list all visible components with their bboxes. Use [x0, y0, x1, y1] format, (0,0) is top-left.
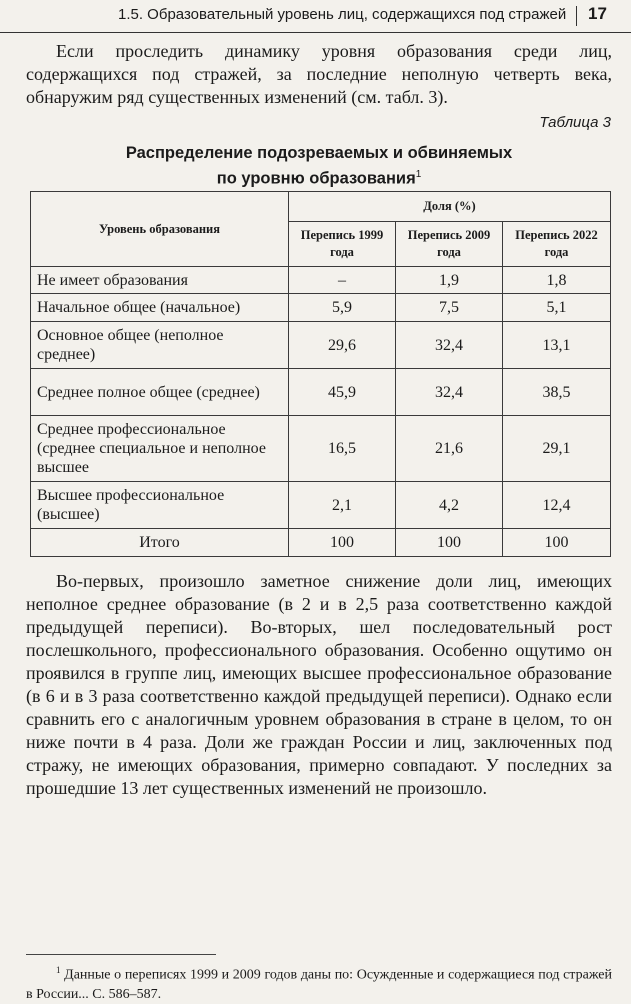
cell-2022: 38,5: [503, 369, 611, 416]
cell-2022: 29,1: [503, 416, 611, 482]
table-row: [31, 267, 611, 294]
table-row: [31, 322, 611, 369]
row-label: Начальное общее (начальное): [31, 294, 289, 322]
cell-2009: 4,2: [396, 482, 503, 529]
table-row: [31, 369, 611, 416]
cell-2009: 32,4: [396, 369, 503, 416]
cell-1999: 100: [289, 529, 396, 557]
footnote-text: Данные о переписях 1999 и 2009 годов даны по: Осужденные и содержащиеся под стражей в России... С. 586–587.: [26, 967, 613, 1002]
running-head-separator: [576, 6, 577, 26]
footnote: [26, 961, 612, 1004]
cell-1999: –: [289, 267, 396, 294]
intro-paragraph: Если проследить динамику уровня образования среди лиц, содержащихся под стражей, за последние неполную четверть века, обнаружим ряд существенных изменений (см. табл. 3).: [26, 41, 612, 107]
row-label: Не имеет образования: [31, 267, 289, 294]
row-label: Среднее полное общее (среднее): [31, 369, 289, 416]
row-label: Основное общее (неполное среднее): [31, 322, 289, 369]
page-number: 17: [588, 4, 607, 23]
cell-2009: 32,4: [396, 322, 503, 369]
header-col-2022: Перепись 2022 года: [503, 222, 611, 267]
header-col-1999: Перепись 1999 года: [289, 222, 396, 267]
table-row: [31, 294, 611, 322]
cell-2009: 100: [396, 529, 503, 557]
row-label-total: Итого: [31, 529, 289, 557]
cell-2009: 1,9: [396, 267, 503, 294]
running-head-title: 1.5. Образовательный уровень лиц, содержащихся под стражей: [118, 6, 567, 23]
cell-2022: 12,4: [503, 482, 611, 529]
cell-2009: 21,6: [396, 416, 503, 482]
table-row: [31, 482, 611, 529]
body-paragraph: Во-первых, произошло заметное снижение доли лиц, имеющих неполное среднее образование (в 2 и в 2,5 раза соответственно каждой предыдущей переписи). Во-вторых, шел последовательный рост послешкольного, профессионального образования. Особенно ощутимо он проявился в группе лиц, имеющих высшее профессиональное образование (в 6 и в 3 раза соответственно каждой предыдущей переписи). Однако если сравнить его с аналогичным уровнем образования в стране в целом, то он ниже почти в 4 раза. Доли же граждан России и лиц, заключенных под стражу, не имеющих образования, примерно совпадают. У последних за прошедшие 13 лет существенных изменений не произошло.: [26, 571, 612, 798]
cell-1999: 16,5: [289, 416, 396, 482]
cell-2022: 13,1: [503, 322, 611, 369]
header-group: Доля (%): [289, 192, 611, 222]
table-title-line2: по уровню образования: [216, 169, 416, 188]
cell-2009: 7,5: [396, 294, 503, 322]
table-title-footnote-marker: 1: [415, 169, 422, 180]
cell-1999: 5,9: [289, 294, 396, 322]
row-label: Высшее профессиональное (высшее): [31, 482, 289, 529]
header-row-label: Уровень образования: [31, 192, 289, 267]
cell-1999: 45,9: [289, 369, 396, 416]
cell-2022: 1,8: [503, 267, 611, 294]
footnote-divider: [26, 954, 216, 955]
table-total-row: [31, 529, 611, 557]
row-label: Среднее профессиональное (среднее специальное и неполное высшее: [31, 416, 289, 482]
table-row: [31, 416, 611, 482]
header-col-2009: Перепись 2009 года: [396, 222, 503, 267]
cell-2022: 5,1: [503, 294, 611, 322]
table-title-line1: Распределение подозреваемых и обвиняемых: [125, 144, 513, 162]
education-table: [30, 191, 611, 557]
cell-1999: 2,1: [289, 482, 396, 529]
footnote-marker: 1: [56, 965, 61, 975]
cell-1999: 29,6: [289, 322, 396, 369]
table-title: [26, 142, 612, 190]
cell-2022: 100: [503, 529, 611, 557]
running-head: [0, 0, 631, 33]
table-label: Таблица 3: [539, 114, 611, 131]
